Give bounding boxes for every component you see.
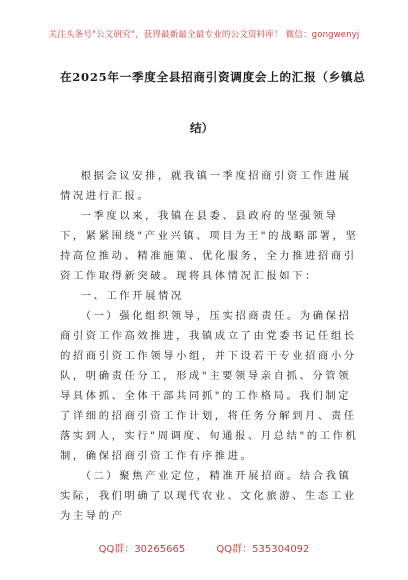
section-heading-1: 一、工作开展情况 — [80, 290, 184, 302]
paragraph-overview: 一季度以来，我镇在县委、县政府的坚强领导下，紧紧围绕"产业兴镇、项目为王"的战略部署，坚持高位推动、精准施策、优化服务，全力推进招商引资工作取得新突破。现将具体情况汇报如下： — [60, 210, 359, 282]
paragraph-organization: （一）强化组织领导，压实招商责任。为确保招商引资工作高效推进，我镇成立了由党委书记任组长的招商引资工作领导小组，并下设若干专业招商小分队，明确责任分工，形成"主要领导亲自抓、分管领导具体抓、全体干部共同抓"的工作格局。我们制定了详细的招商引资工作计划，将任务分解到月、责任落实到人，实行"周调度、旬通报、月总结"的工作机制，确保招商引资工作有序推进。 — [60, 310, 359, 462]
document-title-line-2: 结） — [190, 121, 214, 135]
promo-banner: 关注头条号"公文研究"，获得最新最全最专业的公文资料库！ 微信：gongwenyj — [48, 30, 360, 40]
footer-qq-group-1: QQ群：30265665 — [98, 544, 186, 555]
footer-qq-group-2: QQ群：535304092 — [216, 544, 310, 555]
document-title-line-1: 在2025年一季度全县招商引资调度会上的汇报（乡镇总 — [60, 70, 366, 84]
footer-contacts — [0, 540, 408, 555]
paragraph-intro: 根据会议安排，就我镇一季度招商引资工作进展情况进行汇报。 — [60, 170, 352, 202]
paragraph-industry: （二）聚焦产业定位，精准开展招商。结合我镇实际，我们明确了以现代农业、文化旅游、生态工业为主导的产 — [60, 470, 357, 522]
document-body — [60, 166, 360, 526]
